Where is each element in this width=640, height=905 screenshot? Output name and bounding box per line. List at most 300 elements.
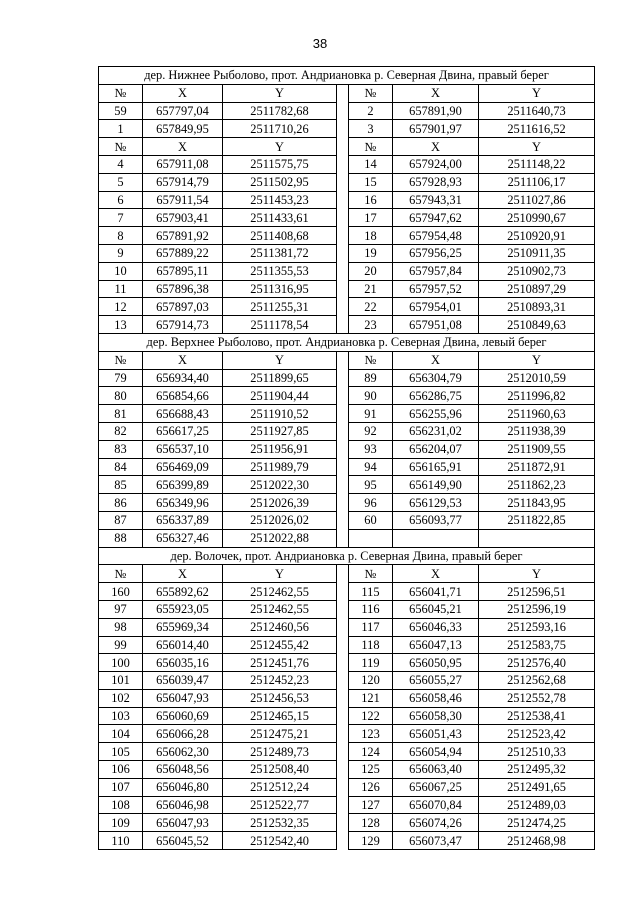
coord-y: 2511910,52 — [223, 405, 337, 423]
coord-x: 656050,95 — [393, 654, 479, 672]
column-gap — [337, 387, 349, 405]
table-row — [99, 583, 595, 601]
point-number: 95 — [349, 476, 393, 494]
column-header-n: № — [349, 565, 393, 583]
point-number: 4 — [99, 155, 143, 173]
coord-y: 2512532,35 — [223, 814, 337, 832]
table-row — [99, 280, 595, 298]
coord-x: 657914,73 — [143, 316, 223, 334]
column-header-row — [99, 351, 595, 369]
table-row — [99, 529, 595, 547]
coord-x: 656058,46 — [393, 689, 479, 707]
point-number: 90 — [349, 387, 393, 405]
table-row — [99, 120, 595, 138]
point-number: 119 — [349, 654, 393, 672]
coord-x: 657911,08 — [143, 155, 223, 173]
coord-y: 2512022,30 — [223, 476, 337, 494]
point-number: 102 — [99, 689, 143, 707]
point-number: 10 — [99, 262, 143, 280]
point-number: 89 — [349, 369, 393, 387]
coord-y: 2511956,91 — [223, 440, 337, 458]
column-gap — [337, 155, 349, 173]
coord-x — [393, 529, 479, 547]
coord-x: 657889,22 — [143, 244, 223, 262]
table-row — [99, 796, 595, 814]
coord-x: 656047,93 — [143, 689, 223, 707]
point-number: 118 — [349, 636, 393, 654]
coord-x: 656014,40 — [143, 636, 223, 654]
coord-y: 2511822,85 — [479, 511, 595, 529]
point-number: 60 — [349, 511, 393, 529]
coord-x: 656046,80 — [143, 778, 223, 796]
coord-x: 656047,13 — [393, 636, 479, 654]
table-row — [99, 387, 595, 405]
column-gap — [337, 405, 349, 423]
column-gap — [337, 618, 349, 636]
coord-x: 657911,54 — [143, 191, 223, 209]
coord-y: 2512583,75 — [479, 636, 595, 654]
table-row — [99, 707, 595, 725]
point-number: 129 — [349, 832, 393, 850]
column-gap — [337, 440, 349, 458]
point-number: 117 — [349, 618, 393, 636]
coord-x: 656060,69 — [143, 707, 223, 725]
coord-x: 656035,16 — [143, 654, 223, 672]
coord-y: 2511408,68 — [223, 227, 337, 245]
column-gap — [337, 796, 349, 814]
point-number: 1 — [99, 120, 143, 138]
column-gap — [337, 743, 349, 761]
table-row — [99, 743, 595, 761]
column-gap — [337, 636, 349, 654]
coord-x: 657954,48 — [393, 227, 479, 245]
coord-y: 2511899,65 — [223, 369, 337, 387]
coord-y: 2511710,26 — [223, 120, 337, 138]
column-gap — [337, 262, 349, 280]
column-gap — [337, 351, 349, 369]
coord-y: 2510920,91 — [479, 227, 595, 245]
coord-x: 656093,77 — [393, 511, 479, 529]
point-number: 123 — [349, 725, 393, 743]
table-row — [99, 227, 595, 245]
table-row — [99, 778, 595, 796]
section-title: дер. Верхнее Рыболово, прот. Андриановка р. Северная Двина, левый берег — [99, 333, 595, 351]
point-number: 122 — [349, 707, 393, 725]
point-number: 83 — [99, 440, 143, 458]
coord-x: 656041,71 — [393, 583, 479, 601]
table-row — [99, 422, 595, 440]
coord-y: 2511938,39 — [479, 422, 595, 440]
point-number: 80 — [99, 387, 143, 405]
coord-x: 656349,96 — [143, 494, 223, 512]
coord-x: 656066,28 — [143, 725, 223, 743]
coord-y: 2511178,54 — [223, 316, 337, 334]
coord-x: 656058,30 — [393, 707, 479, 725]
column-gap — [337, 120, 349, 138]
point-number: 59 — [99, 102, 143, 120]
column-gap — [337, 529, 349, 547]
coord-x: 656045,21 — [393, 600, 479, 618]
table-row — [99, 102, 595, 120]
column-header-y: Y — [479, 138, 595, 156]
coord-y — [479, 529, 595, 547]
coord-y: 2511433,61 — [223, 209, 337, 227]
coord-y: 2512491,65 — [479, 778, 595, 796]
point-number: 22 — [349, 298, 393, 316]
coord-y: 2511502,95 — [223, 173, 337, 191]
section-title-row — [99, 333, 595, 351]
coord-y: 2512562,68 — [479, 672, 595, 690]
point-number: 87 — [99, 511, 143, 529]
coord-y: 2511909,55 — [479, 440, 595, 458]
section-title: дер. Нижнее Рыболово, прот. Андриановка р. Северная Двина, правый берег — [99, 67, 595, 85]
table-row — [99, 209, 595, 227]
coord-x: 656688,43 — [143, 405, 223, 423]
coord-y: 2512489,73 — [223, 743, 337, 761]
coord-y: 2511148,22 — [479, 155, 595, 173]
point-number: 9 — [99, 244, 143, 262]
point-number: 121 — [349, 689, 393, 707]
column-gap — [337, 814, 349, 832]
table-row — [99, 600, 595, 618]
coord-y: 2510849,63 — [479, 316, 595, 334]
table-row — [99, 618, 595, 636]
point-number: 104 — [99, 725, 143, 743]
coord-x: 657947,62 — [393, 209, 479, 227]
table-row — [99, 725, 595, 743]
coord-y: 2512593,16 — [479, 618, 595, 636]
table-row — [99, 316, 595, 334]
coord-y: 2511640,73 — [479, 102, 595, 120]
column-header-x: X — [393, 84, 479, 102]
point-number: 97 — [99, 600, 143, 618]
point-number: 19 — [349, 244, 393, 262]
coord-y: 2512542,40 — [223, 832, 337, 850]
point-number: 84 — [99, 458, 143, 476]
table-row — [99, 244, 595, 262]
coord-x: 656337,89 — [143, 511, 223, 529]
table-row — [99, 761, 595, 779]
table-row — [99, 458, 595, 476]
coord-x: 656617,25 — [143, 422, 223, 440]
column-gap — [337, 84, 349, 102]
coord-y: 2512462,55 — [223, 583, 337, 601]
table-row — [99, 814, 595, 832]
point-number: 98 — [99, 618, 143, 636]
column-gap — [337, 102, 349, 120]
column-header-y: Y — [479, 351, 595, 369]
point-number: 94 — [349, 458, 393, 476]
coord-y: 2512510,33 — [479, 743, 595, 761]
coord-y: 2512462,55 — [223, 600, 337, 618]
coord-y: 2512026,39 — [223, 494, 337, 512]
coord-y: 2510897,29 — [479, 280, 595, 298]
point-number: 126 — [349, 778, 393, 796]
column-gap — [337, 209, 349, 227]
column-gap — [337, 191, 349, 209]
section-title-row — [99, 547, 595, 565]
coord-x: 657849,95 — [143, 120, 223, 138]
column-header-row — [99, 138, 595, 156]
column-gap — [337, 832, 349, 850]
coord-y: 2511960,63 — [479, 405, 595, 423]
coord-y: 2512022,88 — [223, 529, 337, 547]
table-row — [99, 832, 595, 850]
point-number: 17 — [349, 209, 393, 227]
column-header-n: № — [349, 351, 393, 369]
table-row — [99, 689, 595, 707]
point-number: 5 — [99, 173, 143, 191]
coord-y: 2511355,53 — [223, 262, 337, 280]
column-gap — [337, 280, 349, 298]
column-header-x: X — [393, 138, 479, 156]
point-number: 82 — [99, 422, 143, 440]
column-header-y: Y — [223, 138, 337, 156]
table-row — [99, 636, 595, 654]
coord-x: 656149,90 — [393, 476, 479, 494]
coord-x: 656045,52 — [143, 832, 223, 850]
coord-y: 2512596,19 — [479, 600, 595, 618]
coord-x: 656304,79 — [393, 369, 479, 387]
coord-y: 2511027,86 — [479, 191, 595, 209]
table-row — [99, 672, 595, 690]
coord-x: 656854,66 — [143, 387, 223, 405]
coord-y: 2511996,82 — [479, 387, 595, 405]
column-gap — [337, 654, 349, 672]
coord-y: 2511862,23 — [479, 476, 595, 494]
coord-y: 2511575,75 — [223, 155, 337, 173]
column-header-x: X — [143, 84, 223, 102]
coord-x: 656074,26 — [393, 814, 479, 832]
point-number: 91 — [349, 405, 393, 423]
column-header-x: X — [393, 351, 479, 369]
point-number: 3 — [349, 120, 393, 138]
section-title-row — [99, 67, 595, 85]
page-number: 38 — [312, 36, 328, 51]
coord-x: 656039,47 — [143, 672, 223, 690]
coord-x: 656067,25 — [393, 778, 479, 796]
coord-x: 655892,62 — [143, 583, 223, 601]
coord-x: 656051,43 — [393, 725, 479, 743]
column-gap — [337, 672, 349, 690]
column-gap — [337, 778, 349, 796]
column-header-row — [99, 565, 595, 583]
table-row — [99, 654, 595, 672]
coord-y: 2511381,72 — [223, 244, 337, 262]
point-number: 79 — [99, 369, 143, 387]
coord-y: 2512455,42 — [223, 636, 337, 654]
coord-y: 2512512,24 — [223, 778, 337, 796]
column-header-x: X — [143, 138, 223, 156]
coord-x: 656327,46 — [143, 529, 223, 547]
coord-x: 656165,91 — [393, 458, 479, 476]
coord-x: 657897,03 — [143, 298, 223, 316]
coord-x: 656204,07 — [393, 440, 479, 458]
coord-x: 656046,33 — [393, 618, 479, 636]
coord-x: 657895,11 — [143, 262, 223, 280]
column-gap — [337, 476, 349, 494]
coord-x: 656129,53 — [393, 494, 479, 512]
point-number: 124 — [349, 743, 393, 761]
table-row — [99, 173, 595, 191]
coord-y: 2511782,68 — [223, 102, 337, 120]
coord-x: 655923,05 — [143, 600, 223, 618]
coord-y: 2512552,78 — [479, 689, 595, 707]
coord-x: 656399,89 — [143, 476, 223, 494]
table-row — [99, 155, 595, 173]
column-header-n: № — [349, 138, 393, 156]
column-header-y: Y — [479, 84, 595, 102]
column-header-y: Y — [223, 565, 337, 583]
column-header-x: X — [393, 565, 479, 583]
point-number: 93 — [349, 440, 393, 458]
column-header-row — [99, 84, 595, 102]
column-gap — [337, 422, 349, 440]
column-gap — [337, 369, 349, 387]
coord-x: 657957,52 — [393, 280, 479, 298]
coord-y: 2512495,32 — [479, 761, 595, 779]
coord-y: 2511904,44 — [223, 387, 337, 405]
coord-y: 2512456,53 — [223, 689, 337, 707]
point-number: 116 — [349, 600, 393, 618]
point-number: 13 — [99, 316, 143, 334]
coord-x: 657954,01 — [393, 298, 479, 316]
coord-y: 2512460,56 — [223, 618, 337, 636]
table-row — [99, 476, 595, 494]
point-number: 115 — [349, 583, 393, 601]
point-number: 106 — [99, 761, 143, 779]
coord-x: 657896,38 — [143, 280, 223, 298]
coord-y: 2511989,79 — [223, 458, 337, 476]
section-title: дер. Волочек, прот. Андриановка р. Северная Двина, правый берег — [99, 547, 595, 565]
coord-y: 2512474,25 — [479, 814, 595, 832]
coord-y: 2512576,40 — [479, 654, 595, 672]
coord-y: 2512451,76 — [223, 654, 337, 672]
column-header-y: Y — [479, 565, 595, 583]
point-number: 7 — [99, 209, 143, 227]
point-number: 6 — [99, 191, 143, 209]
point-number: 160 — [99, 583, 143, 601]
point-number: 103 — [99, 707, 143, 725]
column-gap — [337, 725, 349, 743]
coord-x: 656048,56 — [143, 761, 223, 779]
coord-x: 657957,84 — [393, 262, 479, 280]
table-row — [99, 494, 595, 512]
coord-x: 657956,25 — [393, 244, 479, 262]
coord-x: 657901,97 — [393, 120, 479, 138]
column-header-n: № — [349, 84, 393, 102]
point-number: 109 — [99, 814, 143, 832]
coord-y: 2512596,51 — [479, 583, 595, 601]
point-number: 12 — [99, 298, 143, 316]
point-number: 23 — [349, 316, 393, 334]
coord-y: 2512026,02 — [223, 511, 337, 529]
coord-y: 2510893,31 — [479, 298, 595, 316]
coord-x: 656046,98 — [143, 796, 223, 814]
point-number: 14 — [349, 155, 393, 173]
column-header-n: № — [99, 84, 143, 102]
coord-y: 2512489,03 — [479, 796, 595, 814]
table-row — [99, 191, 595, 209]
point-number: 127 — [349, 796, 393, 814]
column-gap — [337, 316, 349, 334]
point-number: 128 — [349, 814, 393, 832]
point-number: 92 — [349, 422, 393, 440]
coord-y: 2512508,40 — [223, 761, 337, 779]
coord-y: 2511616,52 — [479, 120, 595, 138]
coord-y: 2511453,23 — [223, 191, 337, 209]
coord-y: 2512523,42 — [479, 725, 595, 743]
point-number: 99 — [99, 636, 143, 654]
coord-x: 656469,09 — [143, 458, 223, 476]
coord-x: 656537,10 — [143, 440, 223, 458]
column-gap — [337, 244, 349, 262]
point-number: 2 — [349, 102, 393, 120]
column-gap — [337, 298, 349, 316]
coord-x: 656070,84 — [393, 796, 479, 814]
coord-x: 657891,92 — [143, 227, 223, 245]
point-number — [349, 529, 393, 547]
coord-x: 657924,00 — [393, 155, 479, 173]
column-header-n: № — [99, 565, 143, 583]
column-header-n: № — [99, 351, 143, 369]
coord-y: 2512010,59 — [479, 369, 595, 387]
column-header-y: Y — [223, 351, 337, 369]
column-gap — [337, 689, 349, 707]
table-row — [99, 369, 595, 387]
coord-y: 2511872,91 — [479, 458, 595, 476]
point-number: 11 — [99, 280, 143, 298]
coord-x: 656231,02 — [393, 422, 479, 440]
point-number: 88 — [99, 529, 143, 547]
coord-x: 657928,93 — [393, 173, 479, 191]
column-gap — [337, 583, 349, 601]
coord-x: 656063,40 — [393, 761, 479, 779]
coord-y: 2512465,15 — [223, 707, 337, 725]
table-row — [99, 262, 595, 280]
point-number: 8 — [99, 227, 143, 245]
column-header-x: X — [143, 351, 223, 369]
point-number: 86 — [99, 494, 143, 512]
coord-y: 2511255,31 — [223, 298, 337, 316]
coord-y: 2510911,35 — [479, 244, 595, 262]
point-number: 21 — [349, 280, 393, 298]
point-number: 85 — [99, 476, 143, 494]
coord-y: 2512452,23 — [223, 672, 337, 690]
point-number: 18 — [349, 227, 393, 245]
column-gap — [337, 565, 349, 583]
column-gap — [337, 173, 349, 191]
coord-y: 2512538,41 — [479, 707, 595, 725]
table-row — [99, 298, 595, 316]
coord-x: 656055,27 — [393, 672, 479, 690]
coord-x: 657797,04 — [143, 102, 223, 120]
coord-y: 2511927,85 — [223, 422, 337, 440]
coord-y: 2511843,95 — [479, 494, 595, 512]
point-number: 108 — [99, 796, 143, 814]
column-gap — [337, 458, 349, 476]
column-header-y: Y — [223, 84, 337, 102]
table-row — [99, 440, 595, 458]
coord-x: 656286,75 — [393, 387, 479, 405]
coord-x: 657943,31 — [393, 191, 479, 209]
point-number: 110 — [99, 832, 143, 850]
coord-x: 656054,94 — [393, 743, 479, 761]
coord-y: 2512522,77 — [223, 796, 337, 814]
coord-x: 656047,93 — [143, 814, 223, 832]
column-gap — [337, 494, 349, 512]
coord-y: 2510990,67 — [479, 209, 595, 227]
